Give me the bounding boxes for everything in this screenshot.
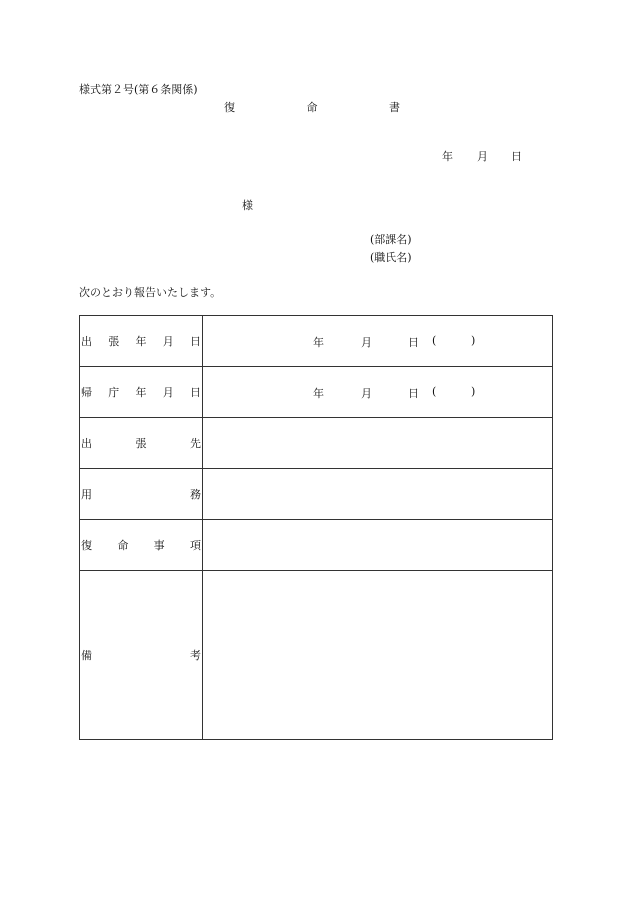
title-char: 復 <box>224 101 235 114</box>
label-char: 張 <box>108 335 120 348</box>
month-unit: 月 <box>361 387 372 400</box>
table-row <box>80 520 553 571</box>
label-char: 出 <box>81 437 92 450</box>
report-table <box>79 315 553 740</box>
return-date-field[interactable] <box>203 367 553 418</box>
label-char: 月 <box>162 386 174 399</box>
day-unit: 日 <box>408 336 419 349</box>
label-report-items <box>80 520 203 571</box>
table-row <box>80 571 553 740</box>
label-char: 復 <box>81 539 92 552</box>
label-return-date <box>80 367 203 418</box>
date-month-label: 月 <box>477 150 488 163</box>
form-number: 様式第２号(第６条関係) <box>79 83 198 96</box>
label-departure-date <box>80 316 203 367</box>
label-char: 命 <box>117 539 129 552</box>
intro-text: 次のとおり報告いたします。 <box>79 286 222 299</box>
label-char: 項 <box>189 539 201 552</box>
label-remarks <box>80 571 203 740</box>
remarks-field[interactable] <box>203 571 553 740</box>
year-unit: 年 <box>313 336 324 349</box>
label-char: 出 <box>81 335 92 348</box>
title-char: 書 <box>389 101 400 114</box>
table-row <box>80 418 553 469</box>
label-destination <box>80 418 203 469</box>
label-business <box>80 469 203 520</box>
year-unit: 年 <box>313 387 324 400</box>
day-unit: 日 <box>408 387 419 400</box>
label-char: 務 <box>190 488 201 501</box>
month-unit: 月 <box>361 336 372 349</box>
label-char: 月 <box>162 335 174 348</box>
reporter-department: (部課名) <box>370 233 412 246</box>
report-items-field[interactable] <box>203 520 553 571</box>
table-row <box>80 469 553 520</box>
business-field[interactable] <box>203 469 553 520</box>
label-char: 年 <box>135 386 147 399</box>
table-row <box>80 367 553 418</box>
label-char: 先 <box>190 437 201 450</box>
destination-field[interactable] <box>203 418 553 469</box>
weekday-paren-close: ) <box>471 385 476 398</box>
weekday-paren-close: ) <box>471 334 476 347</box>
addressee-suffix: 様 <box>242 199 253 212</box>
label-char: 庁 <box>108 386 120 399</box>
page-title <box>224 102 400 113</box>
reporter-name-title: (職氏名) <box>370 251 412 264</box>
label-char: 考 <box>190 649 201 662</box>
label-char: 帰 <box>81 386 92 399</box>
weekday-paren-open: ( <box>432 385 437 398</box>
departure-date-field[interactable] <box>203 316 553 367</box>
label-char: 事 <box>153 539 165 552</box>
weekday-paren-open: ( <box>432 334 437 347</box>
label-char: 用 <box>81 488 92 501</box>
title-char: 命 <box>306 101 318 114</box>
table-row <box>80 316 553 367</box>
label-char: 張 <box>135 437 147 450</box>
date-day-label: 日 <box>511 150 522 163</box>
label-char: 年 <box>135 335 147 348</box>
label-char: 日 <box>190 386 201 399</box>
label-char: 備 <box>81 649 92 662</box>
label-char: 日 <box>190 335 201 348</box>
date-year-label: 年 <box>442 150 453 163</box>
